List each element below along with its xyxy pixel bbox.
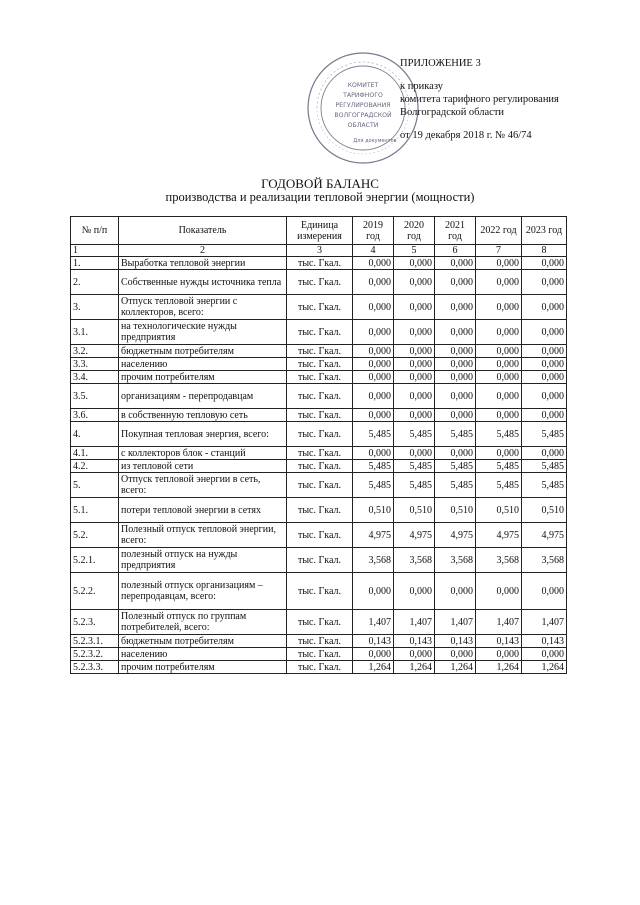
table-row	[71, 498, 567, 523]
row-value: 0,000	[476, 345, 522, 358]
row-value: 0,000	[476, 384, 522, 409]
row-value: 5,485	[394, 460, 435, 473]
row-number: 3.5.	[71, 384, 119, 409]
row-value: 0,143	[522, 635, 567, 648]
row-value: 0,000	[435, 371, 476, 384]
annex-line-date: от 19 декабря 2018 г. № 46/74	[400, 130, 532, 141]
row-value: 1,264	[394, 661, 435, 674]
row-value: 5,485	[394, 422, 435, 447]
row-value: 0,000	[394, 384, 435, 409]
row-value: 5,485	[394, 473, 435, 498]
row-value: 0,510	[394, 498, 435, 523]
row-value: 0,143	[353, 635, 394, 648]
row-value: 0,000	[435, 409, 476, 422]
row-value: 0,000	[353, 345, 394, 358]
row-number: 1.	[71, 257, 119, 270]
row-unit: тыс. Гкал.	[287, 270, 353, 295]
row-value: 0,000	[476, 270, 522, 295]
row-value: 0,510	[476, 498, 522, 523]
row-value: 0,000	[435, 447, 476, 460]
row-indicator: полезный отпуск организациям – перепродавцам, всего:	[119, 573, 287, 610]
row-value: 5,485	[435, 460, 476, 473]
header-year-2022: 2022 год	[476, 217, 522, 245]
row-value: 0,000	[522, 648, 567, 661]
row-value: 0,000	[435, 384, 476, 409]
table-row	[71, 384, 567, 409]
column-number-row	[71, 245, 567, 257]
row-unit: тыс. Гкал.	[287, 295, 353, 320]
row-number: 5.2.	[71, 523, 119, 548]
table-row	[71, 345, 567, 358]
row-value: 3,568	[522, 548, 567, 573]
row-value: 3,568	[435, 548, 476, 573]
row-indicator: Полезный отпуск тепловой энергии, всего:	[119, 523, 287, 548]
row-value: 0,000	[394, 257, 435, 270]
table-row	[71, 371, 567, 384]
row-value: 0,000	[522, 384, 567, 409]
row-value: 0,143	[476, 635, 522, 648]
header-year-2021: 2021 год	[435, 217, 476, 245]
annex-line-region: Волгоградской области	[400, 107, 505, 118]
row-value: 5,485	[522, 422, 567, 447]
column-number: 4	[353, 245, 394, 257]
row-value: 0,000	[476, 371, 522, 384]
row-indicator: с коллекторов блок - станций	[119, 447, 287, 460]
row-value: 3,568	[394, 548, 435, 573]
seal-line-2: ТАРИФНОГО	[343, 92, 383, 99]
row-value: 0,000	[394, 358, 435, 371]
row-value: 0,000	[435, 345, 476, 358]
row-indicator: населению	[119, 648, 287, 661]
column-number: 6	[435, 245, 476, 257]
column-number: 3	[287, 245, 353, 257]
row-number: 3.6.	[71, 409, 119, 422]
row-value: 0,000	[394, 295, 435, 320]
row-value: 0,000	[435, 648, 476, 661]
row-unit: тыс. Гкал.	[287, 610, 353, 635]
header-year-2023: 2023 год	[522, 217, 567, 245]
row-indicator: потери тепловой энергии в сетях	[119, 498, 287, 523]
row-value: 5,485	[522, 460, 567, 473]
row-unit: тыс. Гкал.	[287, 573, 353, 610]
row-value: 0,000	[353, 648, 394, 661]
row-number: 5.2.1.	[71, 548, 119, 573]
row-number: 3.1.	[71, 320, 119, 345]
row-number: 3.3.	[71, 358, 119, 371]
row-value: 0,000	[522, 358, 567, 371]
row-value: 0,000	[353, 257, 394, 270]
row-value: 1,407	[435, 610, 476, 635]
seal-line-3: РЕГУЛИРОВАНИЯ	[335, 102, 391, 109]
row-value: 0,000	[476, 358, 522, 371]
row-value: 4,975	[394, 523, 435, 548]
header-num: № п/п	[71, 217, 119, 245]
row-value: 1,264	[435, 661, 476, 674]
table-row	[71, 447, 567, 460]
row-number: 5.1.	[71, 498, 119, 523]
row-value: 0,000	[522, 257, 567, 270]
seal-line-4: ВОЛГОГРАДСКОЙ	[334, 112, 392, 119]
row-indicator: населению	[119, 358, 287, 371]
header-year-2020: 2020 год	[394, 217, 435, 245]
row-value: 0,000	[476, 409, 522, 422]
row-number: 3.2.	[71, 345, 119, 358]
document-subtitle: производства и реализации тепловой энергии (мощности)	[165, 190, 475, 204]
row-indicator: прочим потребителям	[119, 371, 287, 384]
row-number: 4.	[71, 422, 119, 447]
table-row	[71, 409, 567, 422]
row-value: 1,407	[353, 610, 394, 635]
row-value: 0,000	[394, 270, 435, 295]
row-value: 1,407	[522, 610, 567, 635]
row-value: 5,485	[353, 460, 394, 473]
row-value: 0,000	[353, 320, 394, 345]
row-value: 0,000	[435, 573, 476, 610]
header-unit: Единица измерения	[287, 217, 353, 245]
row-value: 0,000	[353, 270, 394, 295]
column-number: 1	[71, 245, 119, 257]
table-row	[71, 320, 567, 345]
row-unit: тыс. Гкал.	[287, 422, 353, 447]
document-title: ГОДОВОЙ БАЛАНС	[261, 176, 379, 191]
column-number: 5	[394, 245, 435, 257]
row-value: 0,000	[522, 295, 567, 320]
row-unit: тыс. Гкал.	[287, 257, 353, 270]
row-number: 4.2.	[71, 460, 119, 473]
annex-title: ПРИЛОЖЕНИЕ 3	[400, 58, 481, 69]
row-value: 0,000	[353, 295, 394, 320]
row-number: 5.2.2.	[71, 573, 119, 610]
row-indicator: прочим потребителям	[119, 661, 287, 674]
row-value: 5,485	[435, 473, 476, 498]
row-value: 0,000	[522, 270, 567, 295]
row-unit: тыс. Гкал.	[287, 447, 353, 460]
row-indicator: на технологические нужды предприятия	[119, 320, 287, 345]
row-value: 0,000	[353, 447, 394, 460]
row-value: 0,000	[476, 447, 522, 460]
row-value: 0,000	[435, 320, 476, 345]
row-indicator: Выработка тепловой энергии	[119, 257, 287, 270]
row-indicator: Собственные нужды источника тепла	[119, 270, 287, 295]
annex-line-order: к приказу	[400, 81, 443, 92]
row-value: 5,485	[476, 422, 522, 447]
row-value: 0,000	[476, 573, 522, 610]
row-value: 5,485	[353, 473, 394, 498]
row-unit: тыс. Гкал.	[287, 358, 353, 371]
row-value: 0,000	[394, 345, 435, 358]
row-value: 0,510	[522, 498, 567, 523]
row-value: 0,000	[435, 270, 476, 295]
row-value: 4,975	[476, 523, 522, 548]
row-value: 0,000	[435, 257, 476, 270]
row-value: 0,000	[476, 648, 522, 661]
table-row	[71, 648, 567, 661]
row-number: 5.2.3.2.	[71, 648, 119, 661]
table-row	[71, 548, 567, 573]
table-row	[71, 523, 567, 548]
row-value: 0,000	[476, 257, 522, 270]
row-value: 0,143	[394, 635, 435, 648]
row-unit: тыс. Гкал.	[287, 648, 353, 661]
table-row	[71, 635, 567, 648]
row-value: 1,264	[522, 661, 567, 674]
table-row	[71, 270, 567, 295]
row-indicator: Отпуск тепловой энергии в сеть, всего:	[119, 473, 287, 498]
row-value: 4,975	[522, 523, 567, 548]
row-unit: тыс. Гкал.	[287, 371, 353, 384]
table-row	[71, 573, 567, 610]
column-number: 7	[476, 245, 522, 257]
row-value: 0,000	[394, 320, 435, 345]
row-value: 0,000	[353, 384, 394, 409]
table-row	[71, 358, 567, 371]
row-unit: тыс. Гкал.	[287, 661, 353, 674]
row-value: 0,000	[394, 573, 435, 610]
row-value: 0,000	[394, 447, 435, 460]
row-value: 5,485	[353, 422, 394, 447]
row-indicator: из тепловой сети	[119, 460, 287, 473]
row-value: 0,510	[435, 498, 476, 523]
annex-line-committee: комитета тарифного регулирования	[400, 94, 559, 105]
row-unit: тыс. Гкал.	[287, 523, 353, 548]
row-indicator: бюджетным потребителям	[119, 635, 287, 648]
seal-line-5: ОБЛАСТИ	[347, 122, 379, 129]
row-value: 5,485	[476, 460, 522, 473]
row-value: 0,000	[522, 345, 567, 358]
row-value: 0,510	[353, 498, 394, 523]
row-number: 4.1.	[71, 447, 119, 460]
row-value: 0,000	[522, 409, 567, 422]
table-row	[71, 295, 567, 320]
header-indicator: Показатель	[119, 217, 287, 245]
table-row	[71, 422, 567, 447]
row-number: 2.	[71, 270, 119, 295]
row-value: 0,000	[353, 573, 394, 610]
column-number: 8	[522, 245, 567, 257]
row-unit: тыс. Гкал.	[287, 473, 353, 498]
row-value: 0,000	[435, 358, 476, 371]
row-value: 3,568	[476, 548, 522, 573]
row-value: 5,485	[476, 473, 522, 498]
row-value: 4,975	[353, 523, 394, 548]
row-value: 3,568	[353, 548, 394, 573]
row-unit: тыс. Гкал.	[287, 548, 353, 573]
row-unit: тыс. Гкал.	[287, 345, 353, 358]
row-value: 1,264	[353, 661, 394, 674]
row-number: 3.4.	[71, 371, 119, 384]
table-row	[71, 257, 567, 270]
table-header-row	[71, 217, 567, 245]
row-indicator: бюджетным потребителям	[119, 345, 287, 358]
column-number: 2	[119, 245, 287, 257]
row-value: 0,000	[522, 573, 567, 610]
row-indicator: Отпуск тепловой энергии с коллекторов, всего:	[119, 295, 287, 320]
table-row	[71, 661, 567, 674]
row-indicator: Покупная тепловая энергия, всего:	[119, 422, 287, 447]
row-value: 0,000	[476, 295, 522, 320]
table-row	[71, 473, 567, 498]
row-unit: тыс. Гкал.	[287, 320, 353, 345]
row-indicator: организациям - перепродавцам	[119, 384, 287, 409]
row-unit: тыс. Гкал.	[287, 498, 353, 523]
row-value: 0,000	[476, 320, 522, 345]
table-body	[71, 257, 567, 674]
row-value: 5,485	[435, 422, 476, 447]
official-seal	[305, 50, 421, 166]
row-unit: тыс. Гкал.	[287, 409, 353, 422]
row-value: 0,000	[522, 371, 567, 384]
row-value: 0,000	[394, 371, 435, 384]
row-value: 0,000	[353, 358, 394, 371]
row-number: 5.	[71, 473, 119, 498]
row-indicator: в собственную тепловую сеть	[119, 409, 287, 422]
row-value: 1,264	[476, 661, 522, 674]
row-value: 4,975	[435, 523, 476, 548]
row-indicator: полезный отпуск на нужды предприятия	[119, 548, 287, 573]
annex-block	[400, 57, 635, 142]
heat-balance-table	[70, 216, 567, 674]
row-value: 0,000	[522, 447, 567, 460]
header-year-2019: 2019 год	[353, 217, 394, 245]
row-value: 0,000	[435, 295, 476, 320]
row-number: 5.2.3.3.	[71, 661, 119, 674]
row-value: 0,000	[394, 648, 435, 661]
row-unit: тыс. Гкал.	[287, 384, 353, 409]
row-value: 0,000	[353, 409, 394, 422]
table-row	[71, 460, 567, 473]
row-indicator: Полезный отпуск по группам потребителей, всего:	[119, 610, 287, 635]
row-number: 5.2.3.	[71, 610, 119, 635]
row-value: 0,000	[394, 409, 435, 422]
row-value: 1,407	[394, 610, 435, 635]
seal-line-1: КОМИТЕТ	[347, 82, 379, 89]
row-number: 3.	[71, 295, 119, 320]
row-number: 5.2.3.1.	[71, 635, 119, 648]
row-value: 5,485	[522, 473, 567, 498]
seal-bottom-text: Для документов	[353, 138, 397, 144]
row-value: 0,143	[435, 635, 476, 648]
row-value: 1,407	[476, 610, 522, 635]
row-unit: тыс. Гкал.	[287, 460, 353, 473]
row-value: 0,000	[353, 371, 394, 384]
row-value: 0,000	[522, 320, 567, 345]
row-unit: тыс. Гкал.	[287, 635, 353, 648]
table-row	[71, 610, 567, 635]
